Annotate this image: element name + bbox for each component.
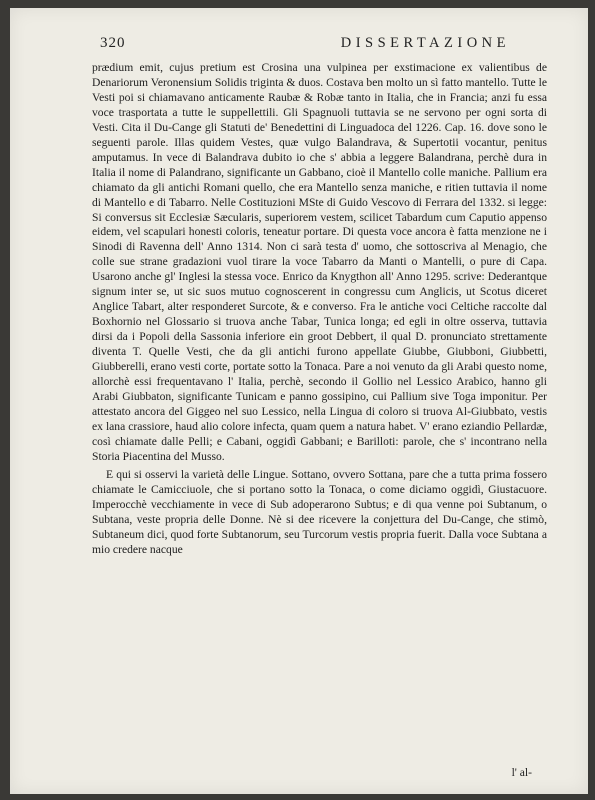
- book-page: [10, 8, 588, 794]
- page-header: [100, 35, 510, 53]
- page-number: 320: [100, 35, 126, 51]
- running-head: DISSERTAZIONE: [340, 35, 510, 51]
- body-text: [92, 61, 547, 557]
- catchword: l' al-: [511, 766, 532, 779]
- paragraph: prædium emit, cujus pretium est Crosina una vulpinea per exstimacione ex valientibus de Denariorum Veronensium Solidis triginta & duos. Costava ben molto un sì fatto mantello. Tutte le Vesti poi si chiamavano anticamente Raubæ & Robæ tanto in Italia, che in Francia; anzi fu essa voce trasportata a tutte le suppellettili. Gli Spagnuoli tuttavia se ne servono per ogni sorta di Vesti. Cita il Du-Cange gli Statuti de' Benedettini di Linguadoca del 1226. Cap. 16. dove sono le seguenti parole. Illas quidem Vestes, quæ vulgo Balandrava, & Supertotii vocantur, penitus amputamus. In vece di Balandrava dubito io che s' abbia a leggere Balandrana, perchè dura in Italia il nome di Palandrano, significante un Gabbano, cioè il Mantello colle maniche. Pallium era chiamato da gli antichi Romani quello, che era Mantello senza maniche, e ritien tuttavia il nome di Mantello e di Tabarro. Nelle Costituzioni MSte di Guido Vescovo di Ferrara del 1332. si legge: Si conversus sit Ecclesiæ Sæcularis, superiorem vestem, scilicet Tabardum cum Caputio appenso eidem, vel scapulari honesti coloris, teneatur portare. Di questa voce ancora è fatta menzione ne i Sinodi di Ravenna dell' Anno 1314. Non ci sarà testa d' uomo, che sottoscriva al Menagio, che colle sue strane gradazioni vuol tirare la voce Tabarro da Manti o Mantelli, o pure di Capa. Usarono anche gl' Inglesi la stessa voce. Enrico da Knygthon all' Anno 1295. scrive: Dederantque signum inter se, ut sic suos mutuo cognoscerent in congressu cum Anglicis, ut Scotus diceret Anglice Tabart, alter responderet Surcote, & e converso. Fra le antiche voci Celtiche raccolte dal Boxhornio nel Glossario si truova anche Tabar, Tunica longa; ed egli in oltre osserva, tuttavia dirsi da i Popoli della Sassonia inferiore ein groot Debbert, il qual D. pronunciato strettamente diventa T. Quelle Vesti, che da gli antichi furono appellate Giubbe, Giubboni, Giubbetti, Giubberelli, erano vesti corte, portate sotto la Tonaca. Pare a noi venuto da gli Arabi questo nome, allorchè essi frequentavano l' Italia, perchè, secondo il Gollio nel Lessico Arabico, hanno gli Arabi Giubbaton, significante Tunicam e panno gossipino, cui Pallium sive Toga imponitur. Per attestato ancora del Giggeo nel suo Lessico, nella Lingua di coloro si truova Al-Giubbato, vestis ex lana crassiore, haud alio colore infecta, quam quem a natura habet. V' erano eziandio Pellardæ, così chiamate dalle Pelli; e Cabani, oggidì Gabbani; e Barilloti: parole, che s' incontrano nella Storia Piacentina del Musso.: [92, 61, 547, 463]
- paragraph: E qui si osservi la varietà delle Lingue. Sottano, ovvero Sottana, pare che a tutta prima fossero chiamate le Camicciuole, che si portano sotto la Tonaca, o come diciamo oggidì, Giustacuore. Imperocchè vecchiamente in vece di Sub adoperarono Subtus; e di qua venne poi Subtanum, o Subtana, veste propria delle Donne. Nè si dee ricevere la conjettura del Du-Cange, che stimò, Subtaneum dici, quod forte Subtanorum, seu Turcorum vestis propria fuerit. Dalla voce Subtana a mio credere nacque: [92, 467, 547, 556]
